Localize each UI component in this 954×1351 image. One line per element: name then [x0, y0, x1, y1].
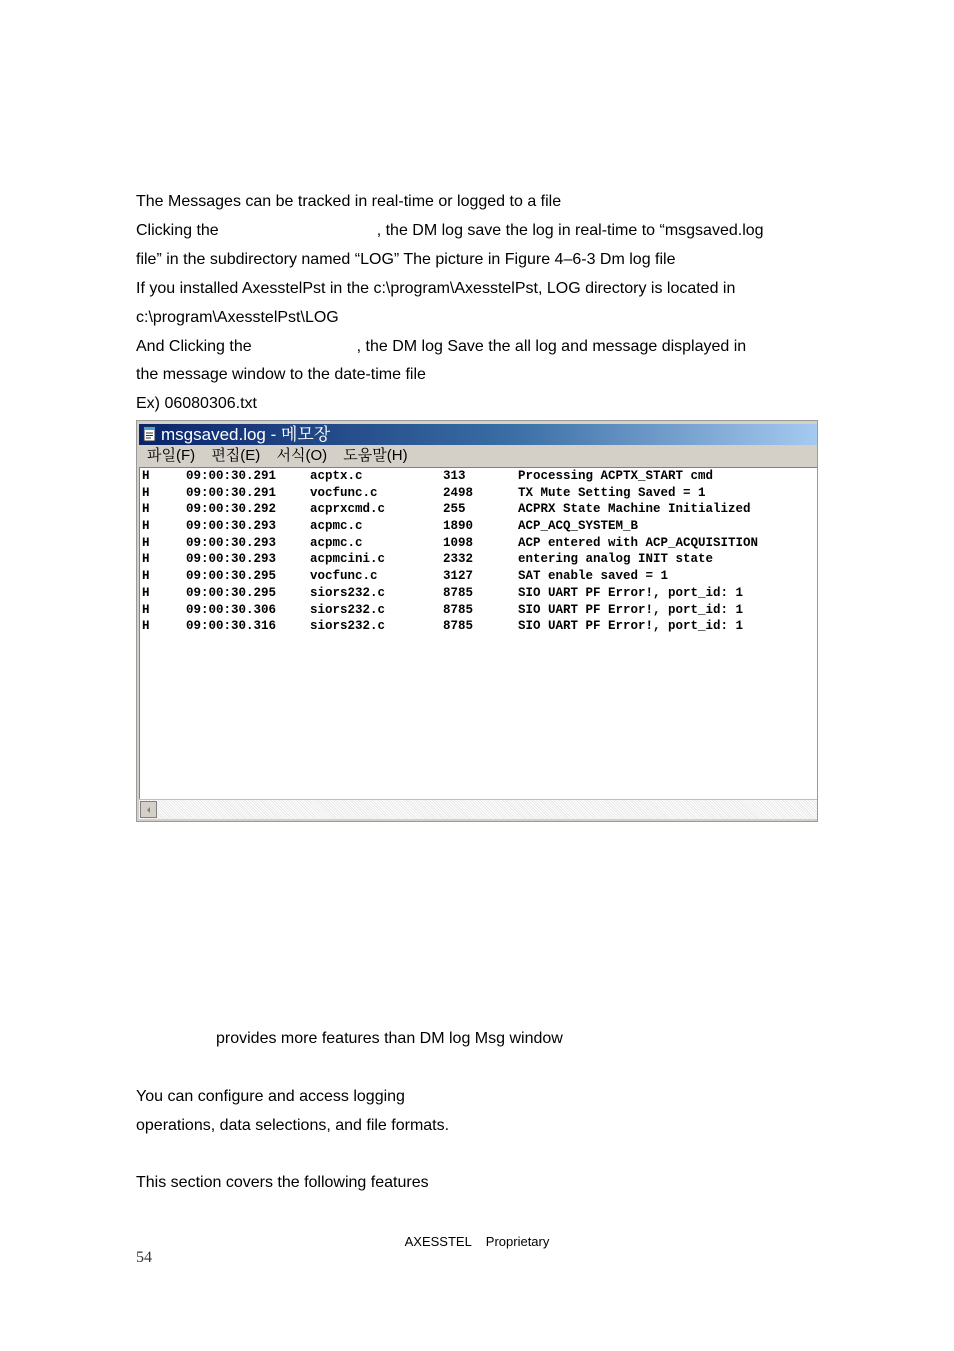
- log-time: 09:00:30.306: [186, 602, 277, 617]
- log-message: SIO UART PF Error!, port_id: 1: [518, 619, 744, 634]
- menu-edit[interactable]: 편집(E): [211, 447, 261, 464]
- notepad-window: [136, 420, 818, 822]
- log-level: H: [142, 485, 150, 500]
- log-row: [140, 518, 817, 535]
- log-message: Processing ACPTX_START cmd: [518, 469, 714, 483]
- horizontal-scrollbar[interactable]: [139, 799, 817, 819]
- log-message: ACP entered with ACP_ACQUISITION: [518, 535, 759, 550]
- log-message: SAT enable saved = 1: [518, 569, 669, 584]
- paragraph-line: You can configure and access logging: [136, 1088, 405, 1105]
- log-time: 09:00:30.293: [186, 552, 277, 567]
- paragraph-line: provides more features than DM log Msg window: [216, 1030, 563, 1047]
- log-line-number: 1890: [443, 519, 474, 534]
- log-level: H: [142, 585, 150, 600]
- log-line-number: 313: [443, 469, 466, 483]
- log-file: vocfunc.c: [310, 485, 378, 500]
- log-file: siors232.c: [310, 585, 386, 600]
- log-file: acpmc.c: [310, 519, 363, 534]
- log-line-number: 1098: [443, 535, 474, 550]
- log-level: H: [142, 502, 150, 517]
- paragraph-line: Ex) 06080306.txt: [136, 395, 257, 412]
- paragraph-text: , the DM log save the log in real-time to “msgsaved.log: [376, 222, 764, 239]
- log-row: [140, 501, 817, 518]
- log-message: SIO UART PF Error!, port_id: 1: [518, 585, 744, 600]
- arrow-left-icon: [145, 806, 153, 814]
- log-row: [140, 568, 817, 585]
- paragraph-line: If you installed AxesstelPst in the c:\program\AxesstelPst, LOG directory is located in: [136, 280, 736, 297]
- log-line-number: 2332: [443, 552, 474, 567]
- page-footer: AXESSTEL Proprietary: [404, 1234, 550, 1249]
- log-time: 09:00:30.291: [186, 469, 277, 483]
- page-number: 54: [136, 1249, 152, 1266]
- log-level: H: [142, 469, 150, 483]
- paragraph-text: Clicking the: [136, 222, 219, 239]
- menu-format[interactable]: 서식(O): [276, 447, 328, 464]
- text-area[interactable]: [139, 467, 817, 799]
- log-message: ACP_ACQ_SYSTEM_B: [518, 519, 639, 534]
- paragraph-text: , the DM log Save the all log and message displayed in: [356, 338, 747, 355]
- log-file: acpmc.c: [310, 535, 363, 550]
- paragraph-line: file” in the subdirectory named “LOG” The picture in Figure 4–6-3 Dm log file: [136, 251, 676, 268]
- log-level: H: [142, 619, 150, 634]
- log-line-number: 255: [443, 502, 466, 517]
- log-level: H: [142, 602, 150, 617]
- log-file: siors232.c: [310, 619, 386, 634]
- log-file: acprxcmd.c: [310, 502, 386, 517]
- menu-file[interactable]: 파일(F): [147, 447, 196, 464]
- log-file: acptx.c: [310, 469, 363, 483]
- log-time: 09:00:30.293: [186, 519, 277, 534]
- log-message: entering analog INIT state: [518, 552, 714, 567]
- paragraph-line: c:\program\AxesstelPst\LOG: [136, 309, 339, 326]
- log-file: vocfunc.c: [310, 569, 378, 584]
- title-bar[interactable]: [139, 424, 817, 445]
- log-time: 09:00:30.316: [186, 619, 277, 634]
- log-file: acpmcini.c: [310, 552, 386, 567]
- log-row: [140, 602, 817, 619]
- log-row: [140, 618, 817, 635]
- log-row: [140, 485, 817, 502]
- log-time: 09:00:30.295: [186, 569, 277, 584]
- log-line-number: 8785: [443, 602, 474, 617]
- log-level: H: [142, 535, 150, 550]
- log-level: H: [142, 569, 150, 584]
- window-title: msgsaved.log - 메모장: [161, 425, 331, 444]
- log-time: 09:00:30.293: [186, 535, 277, 550]
- log-line-number: 2498: [443, 485, 474, 500]
- log-row: [140, 551, 817, 568]
- log-line-number: 3127: [443, 569, 474, 584]
- paragraph-line: [136, 337, 746, 357]
- menu-help[interactable]: 도움말(H): [343, 447, 408, 464]
- log-time: 09:00:30.295: [186, 585, 277, 600]
- log-time: 09:00:30.291: [186, 485, 277, 500]
- log-file: siors232.c: [310, 602, 386, 617]
- log-message: TX Mute Setting Saved = 1: [518, 485, 706, 500]
- log-level: H: [142, 519, 150, 534]
- log-level: H: [142, 552, 150, 567]
- scroll-left-button[interactable]: [140, 801, 157, 818]
- log-message: ACPRX State Machine Initialized: [518, 502, 751, 517]
- log-row: [140, 468, 817, 485]
- paragraph-text: And Clicking the: [136, 338, 252, 355]
- notepad-icon: [142, 426, 158, 442]
- menu-bar: [139, 446, 817, 466]
- log-message: SIO UART PF Error!, port_id: 1: [518, 602, 744, 617]
- log-time: 09:00:30.292: [186, 502, 277, 517]
- paragraph-line: the message window to the date-time file: [136, 366, 426, 383]
- paragraph-line: This section covers the following features: [136, 1174, 429, 1191]
- log-row: [140, 585, 817, 602]
- paragraph-line: [136, 221, 764, 241]
- paragraph-line: The Messages can be tracked in real-time or logged to a file: [136, 193, 562, 210]
- log-row: [140, 535, 817, 552]
- paragraph-line: operations, data selections, and file formats.: [136, 1117, 450, 1134]
- log-line-number: 8785: [443, 619, 474, 634]
- log-line-number: 8785: [443, 585, 474, 600]
